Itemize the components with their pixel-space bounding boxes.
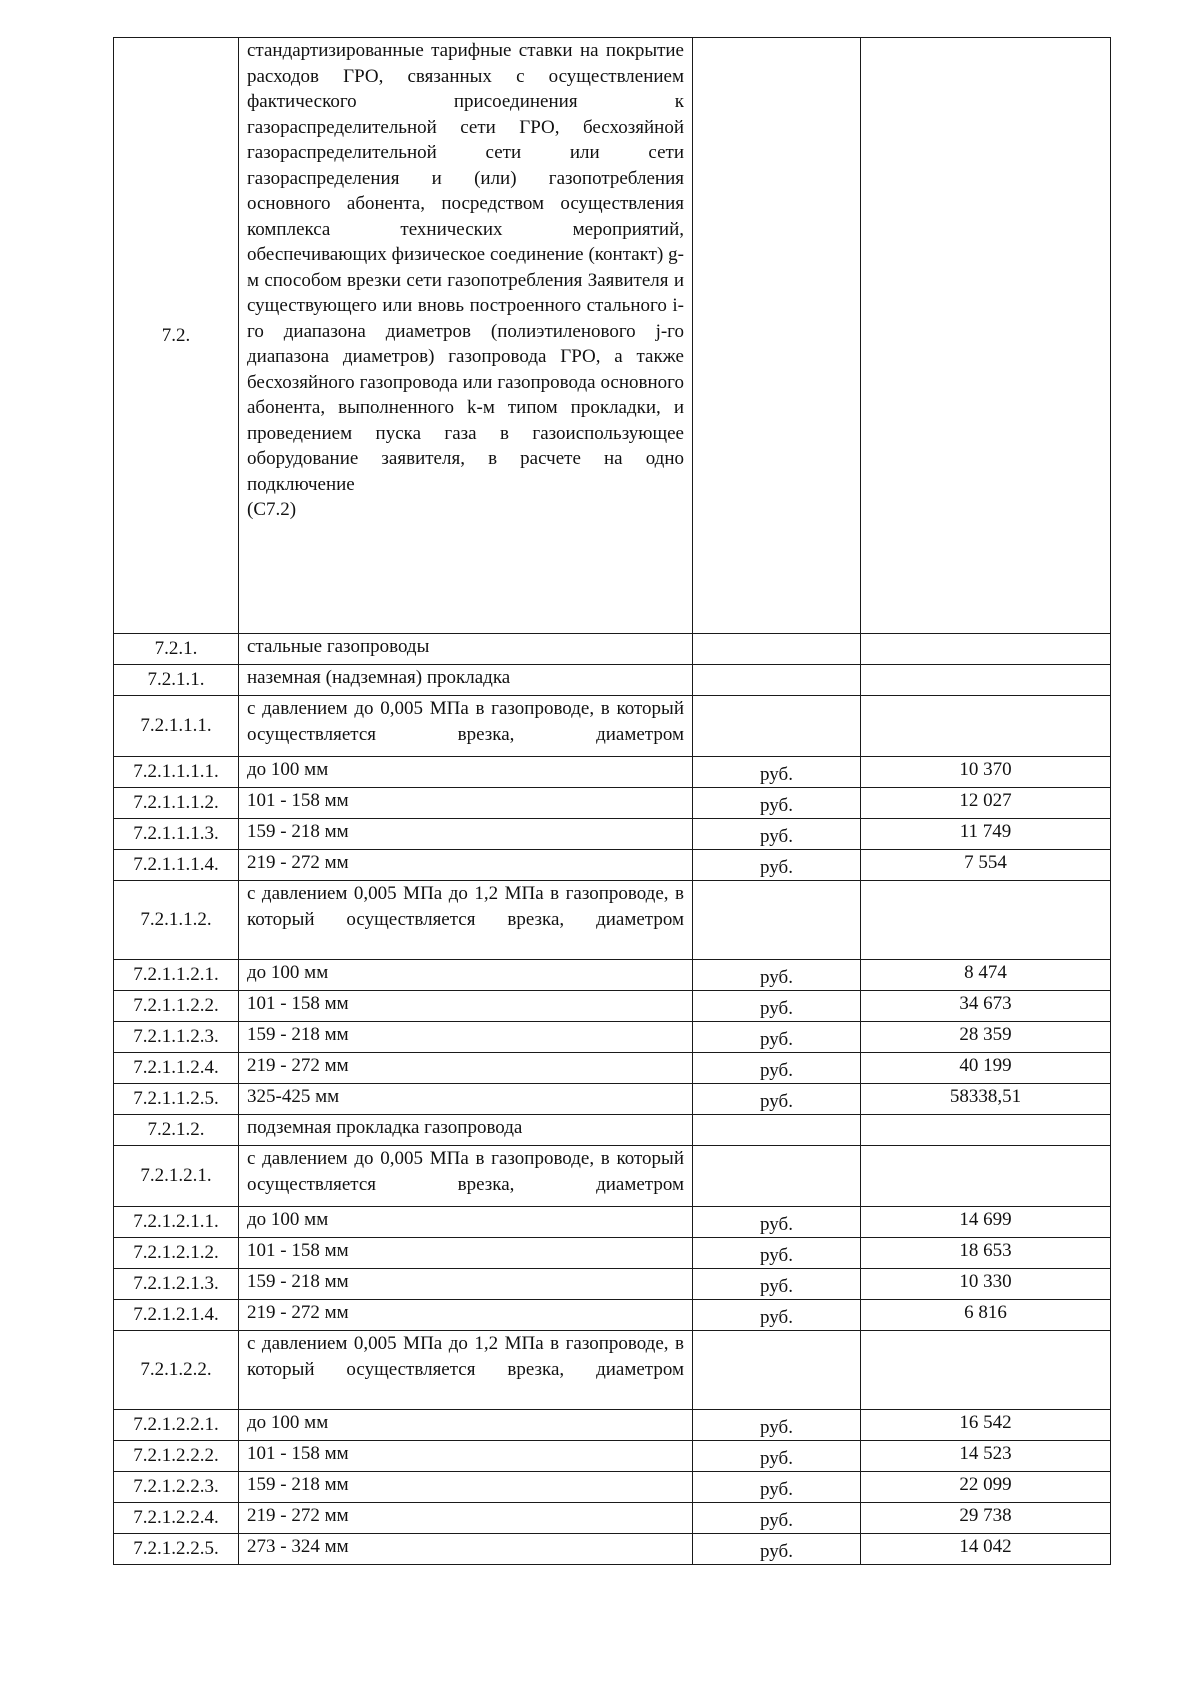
row-value — [861, 881, 1111, 960]
table-row — [114, 1207, 1111, 1238]
table-row — [114, 819, 1111, 850]
row-description: с давлением до 0,005 МПа в газопроводе, в который осуществляется врезка, диаметром — [239, 1146, 693, 1207]
row-unit: руб. — [693, 757, 861, 788]
row-unit — [693, 1146, 861, 1207]
tariff-table — [113, 37, 1111, 1565]
row-value — [861, 665, 1111, 696]
row-unit — [693, 634, 861, 665]
row-unit: руб. — [693, 1410, 861, 1441]
table-row — [114, 788, 1111, 819]
row-description: 159 - 218 мм — [239, 1269, 693, 1300]
row-value: 29 738 — [861, 1503, 1111, 1534]
table-row — [114, 850, 1111, 881]
row-unit: руб. — [693, 1207, 861, 1238]
row-number: 7.2.1.1.2.4. — [114, 1053, 239, 1084]
row-value: 16 542 — [861, 1410, 1111, 1441]
row-description: 101 - 158 мм — [239, 1238, 693, 1269]
row-number: 7.2.1.1.2.3. — [114, 1022, 239, 1053]
row-number: 7.2.1.2.2.2. — [114, 1441, 239, 1472]
row-description: 325-425 мм — [239, 1084, 693, 1115]
row-unit: руб. — [693, 1534, 861, 1565]
row-description: с давлением до 0,005 МПа в газопроводе, в который осуществляется врезка, диаметром — [239, 696, 693, 757]
row-number: 7.2.1.1.2. — [114, 881, 239, 960]
row-value — [861, 634, 1111, 665]
row-description: 219 - 272 мм — [239, 1053, 693, 1084]
row-number: 7.2.1.2.2.4. — [114, 1503, 239, 1534]
row-unit: руб. — [693, 1269, 861, 1300]
table-row — [114, 1410, 1111, 1441]
row-number: 7.2.1.1.1.4. — [114, 850, 239, 881]
row-number: 7.2.1.1. — [114, 665, 239, 696]
row-description: наземная (надземная) прокладка — [239, 665, 693, 696]
row-description: подземная прокладка газопровода — [239, 1115, 693, 1146]
row-description: 101 - 158 мм — [239, 1441, 693, 1472]
row-unit — [693, 1115, 861, 1146]
row-value — [861, 1115, 1111, 1146]
row-unit — [693, 881, 861, 960]
row-number: 7.2.1.1.1.3. — [114, 819, 239, 850]
row-value: 14 042 — [861, 1534, 1111, 1565]
row-value: 40 199 — [861, 1053, 1111, 1084]
row-unit — [693, 665, 861, 696]
row-unit: руб. — [693, 1503, 861, 1534]
section-description — [239, 38, 693, 634]
row-unit: руб. — [693, 1441, 861, 1472]
row-description: с давлением 0,005 МПа до 1,2 МПа в газопроводе, в который осуществляется врезка, диаметром — [239, 1331, 693, 1410]
row-number: 7.2.1.1.1.1. — [114, 757, 239, 788]
table-row — [114, 1053, 1111, 1084]
section-code: (С7.2) — [247, 499, 297, 520]
row-number: 7.2.1.2.1.4. — [114, 1300, 239, 1331]
table-row — [114, 1084, 1111, 1115]
row-description: стальные газопроводы — [239, 634, 693, 665]
row-value: 14 523 — [861, 1441, 1111, 1472]
row-description: до 100 мм — [239, 757, 693, 788]
table-row — [114, 634, 1111, 665]
table-row — [114, 1022, 1111, 1053]
row-number: 7.2.1.1.2.1. — [114, 960, 239, 991]
table-row — [114, 960, 1111, 991]
row-value: 58338,51 — [861, 1084, 1111, 1115]
row-unit: руб. — [693, 1022, 861, 1053]
row-value — [861, 1146, 1111, 1207]
table-row — [114, 1331, 1111, 1410]
row-value: 8 474 — [861, 960, 1111, 991]
row-number: 7.2.1.2.2.1. — [114, 1410, 239, 1441]
tariff-table-body — [114, 38, 1111, 1565]
table-row — [114, 1238, 1111, 1269]
table-row — [114, 881, 1111, 960]
row-unit: руб. — [693, 1084, 861, 1115]
row-unit: руб. — [693, 960, 861, 991]
row-value: 12 027 — [861, 788, 1111, 819]
table-row — [114, 1115, 1111, 1146]
section-value — [861, 38, 1111, 634]
table-row — [114, 665, 1111, 696]
row-description: до 100 мм — [239, 1410, 693, 1441]
section-number: 7.2. — [114, 38, 239, 634]
row-value: 18 653 — [861, 1238, 1111, 1269]
table-row — [114, 757, 1111, 788]
row-description: 101 - 158 мм — [239, 788, 693, 819]
row-number: 7.2.1.2.1.3. — [114, 1269, 239, 1300]
row-value: 6 816 — [861, 1300, 1111, 1331]
row-unit — [693, 696, 861, 757]
row-description: с давлением 0,005 МПа до 1,2 МПа в газопроводе, в который осуществляется врезка, диаметром — [239, 881, 693, 960]
table-row — [114, 1300, 1111, 1331]
row-description: 219 - 272 мм — [239, 1300, 693, 1331]
table-row — [114, 1146, 1111, 1207]
row-value: 22 099 — [861, 1472, 1111, 1503]
row-number: 7.2.1.1.1.2. — [114, 788, 239, 819]
table-row — [114, 1269, 1111, 1300]
row-unit: руб. — [693, 819, 861, 850]
row-description: 159 - 218 мм — [239, 1472, 693, 1503]
row-number: 7.2.1.2.1. — [114, 1146, 239, 1207]
row-description: 219 - 272 мм — [239, 1503, 693, 1534]
row-description: до 100 мм — [239, 960, 693, 991]
row-unit: руб. — [693, 1472, 861, 1503]
row-description: до 100 мм — [239, 1207, 693, 1238]
row-number: 7.2.1.1.2.2. — [114, 991, 239, 1022]
table-row-section — [114, 38, 1111, 634]
row-description: 159 - 218 мм — [239, 819, 693, 850]
row-unit — [693, 1331, 861, 1410]
row-number: 7.2.1.2.2.5. — [114, 1534, 239, 1565]
row-unit: руб. — [693, 788, 861, 819]
row-description: 273 - 324 мм — [239, 1534, 693, 1565]
row-number: 7.2.1.2.1.1. — [114, 1207, 239, 1238]
row-description: 101 - 158 мм — [239, 991, 693, 1022]
row-value — [861, 696, 1111, 757]
table-row — [114, 1503, 1111, 1534]
row-number: 7.2.1.2. — [114, 1115, 239, 1146]
row-value: 11 749 — [861, 819, 1111, 850]
table-row — [114, 1534, 1111, 1565]
row-value: 10 330 — [861, 1269, 1111, 1300]
row-description: 159 - 218 мм — [239, 1022, 693, 1053]
row-number: 7.2.1. — [114, 634, 239, 665]
row-number: 7.2.1.1.1. — [114, 696, 239, 757]
table-row — [114, 696, 1111, 757]
table-row — [114, 991, 1111, 1022]
row-number: 7.2.1.1.2.5. — [114, 1084, 239, 1115]
section-description-text: стандартизированные тарифные ставки на покрытие расходов ГРО, связанных с осуществлением фактического присоединения к газораспределительной сети ГРО, бесхозяйной газораспределительной сети или сети газораспределения и (или) газопотребления основного абонента, посредством осуществления комплекса технических мероприятий, обеспечивающих физическое соединение (контакт) g-м способом врезки сети газопотребления Заявителя и существующего или вновь построенного стального i-го диапазона диаметров (полиэтиленового j-го диапазона диаметров) газопровода ГРО, а также бесхозяйного газопровода или газопровода основного абонента, выполненного k-м типом прокладки, и проведением пуска газа в газоиспользующее оборудование заявителя, в расчете на одно подключение — [247, 40, 684, 495]
row-value: 10 370 — [861, 757, 1111, 788]
row-value: 14 699 — [861, 1207, 1111, 1238]
row-number: 7.2.1.2.1.2. — [114, 1238, 239, 1269]
row-value: 34 673 — [861, 991, 1111, 1022]
row-number: 7.2.1.2.2. — [114, 1331, 239, 1410]
section-unit — [693, 38, 861, 634]
row-description: 219 - 272 мм — [239, 850, 693, 881]
row-unit: руб. — [693, 1053, 861, 1084]
row-value — [861, 1331, 1111, 1410]
row-unit: руб. — [693, 850, 861, 881]
row-value: 7 554 — [861, 850, 1111, 881]
row-number: 7.2.1.2.2.3. — [114, 1472, 239, 1503]
row-unit: руб. — [693, 1238, 861, 1269]
row-unit: руб. — [693, 1300, 861, 1331]
row-unit: руб. — [693, 991, 861, 1022]
table-row — [114, 1472, 1111, 1503]
table-row — [114, 1441, 1111, 1472]
row-value: 28 359 — [861, 1022, 1111, 1053]
